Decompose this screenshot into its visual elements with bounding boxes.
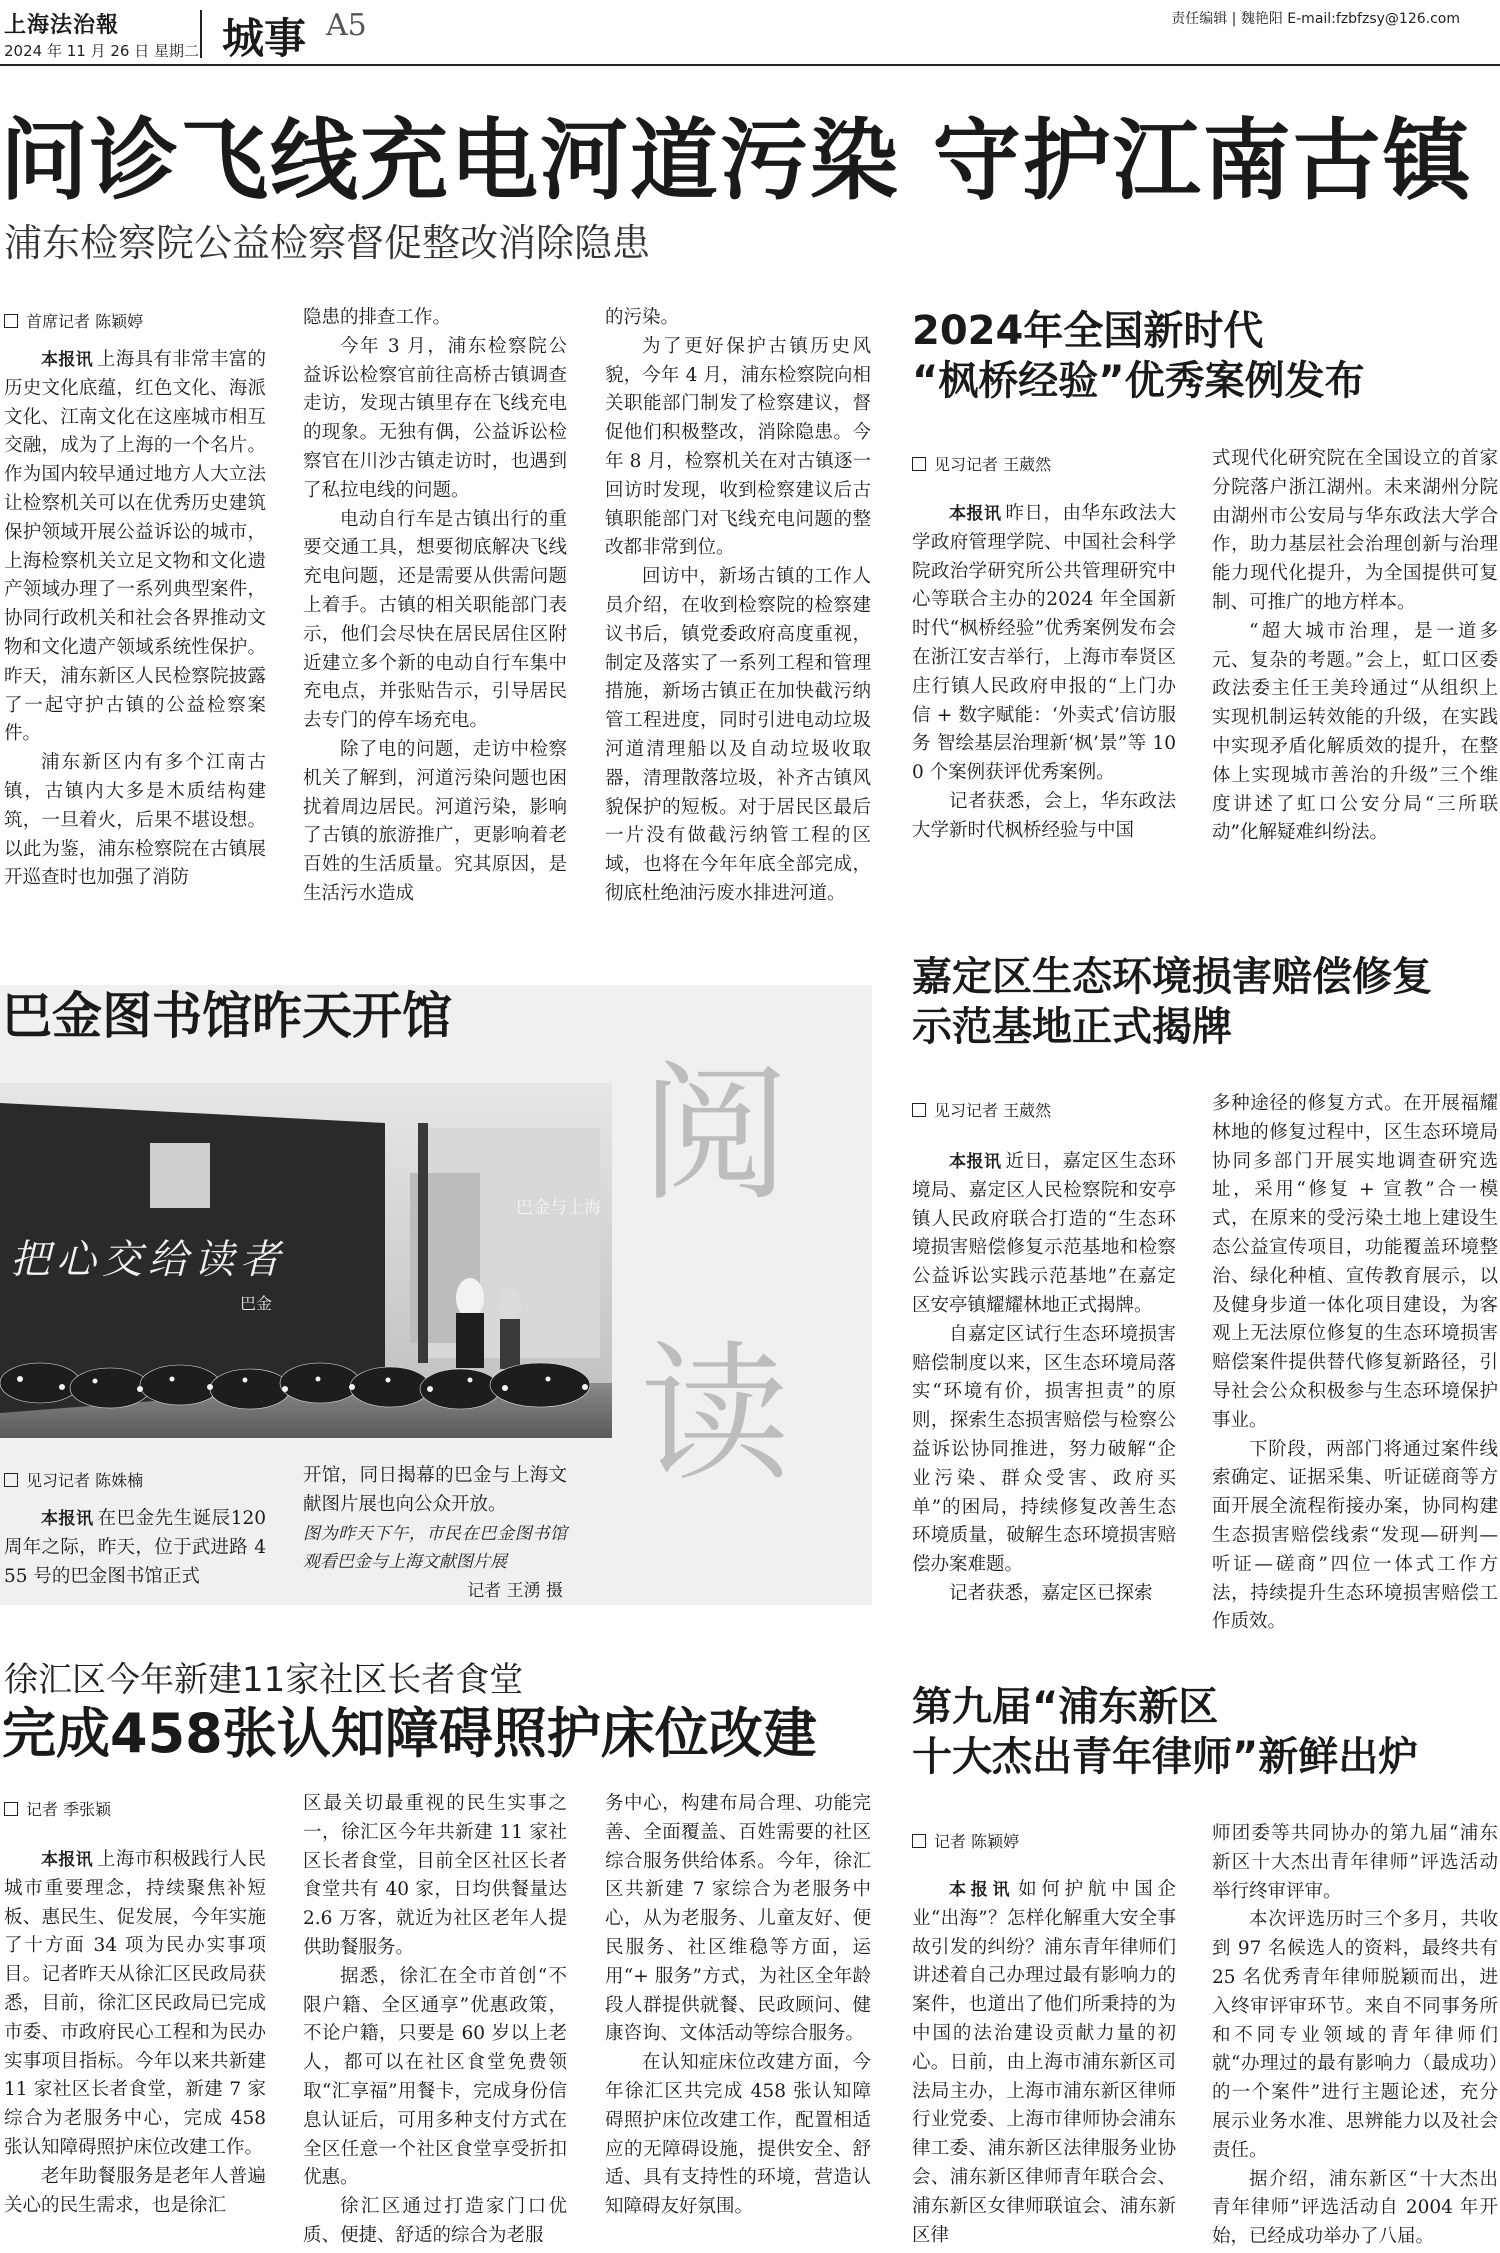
- xuhui-col-3: [605, 1790, 871, 2246]
- jiading-col1-p3: 记者获悉，嘉定区已探索: [949, 1582, 1153, 1604]
- section-name: 城事: [222, 14, 307, 63]
- masthead-logo: 上海法治報: [4, 12, 120, 38]
- fengqiao-headline-1: 2024年全国新时代: [912, 308, 1264, 354]
- jiading-col1-p2: 自嘉定区试行生态环境损害赔偿制度以来，区生态环境局落实“环境有价，损害担责”的原则，探索生态损害赔偿与检察公益诉讼协同推进，努力破解“企业污染、群众受害、政府买单”的困局，持续修复改善生态环境质量，破解生态环境损害赔偿办案难题。: [912, 1323, 1176, 1576]
- jiading-headline-2: 示范基地正式揭牌: [912, 1004, 1232, 1050]
- main-byline: [4, 309, 143, 332]
- lawyers-byline: [912, 1829, 1019, 1852]
- main-headline: 问诊飞线充电河道污染 守护江南古镇: [0, 109, 1473, 212]
- jiading-byline: [912, 1098, 1051, 1121]
- lead-tag: 本报讯: [41, 1850, 93, 1870]
- lead-tag: 本报讯: [41, 350, 93, 370]
- main-subhead: 浦东检察院公益检察督促整改消除隐患: [4, 221, 651, 265]
- main-byline-text: 首席记者 陈颖婷: [26, 312, 144, 331]
- xuhui-col1-p2: 老年助餐服务是老年人普遍关心的民生需求，也是徐汇: [4, 2165, 266, 2216]
- fengqiao-col-2: [1212, 445, 1498, 900]
- bajin-caption-text: 图为昨天下午，市民在巴金图书馆观看巴金与上海文献图片展: [303, 1523, 567, 1573]
- lawyers-headline-1: 第九届“浦东新区: [912, 1684, 1219, 1730]
- lawyers-byline-text: 记者 陈颖婷: [934, 1832, 1020, 1851]
- jiading-byline-text: 见习记者 王葳然: [934, 1101, 1052, 1120]
- xuhui-col2-p2: 据悉，徐汇在全市首创“不限户籍、全区通享”优惠政策，不论户籍，只要是 60 岁以上老人，都可以在社区食堂免费领取“汇享福”用餐卡，完成身份信息认证后，可用多种支付方式在全区任意一个社区食堂享受折扣优惠。: [303, 1965, 567, 2189]
- main-col3-p3: 回访中，新场古镇的工作人员介绍，在收到检察院的检察建议书后，镇党委政府高度重视，制定及落实了一系列工程和管理措施，新场古镇正在加快截污纳管工程进度，同时引进电动垃圾河道清理船以及自动垃圾收取器，清理散落垃圾，补齐古镇风貌保护的短板。对于居民区最后一片没有做截污纳管工程的区域，也将在今年年底全部完成，彻底杜绝油污废水排进河道。: [605, 566, 871, 904]
- decor-char-2: 读: [640, 1328, 791, 1502]
- byline-box-icon: [912, 1103, 926, 1117]
- jiading-col-1: [912, 1148, 1176, 1608]
- lead-tag: 本报讯: [41, 1509, 94, 1529]
- photo-wall-sign: 巴金: [240, 1294, 273, 1313]
- xuhui-col-2: [303, 1790, 567, 2246]
- issue-date: 2024 年 11 月 26 日 星期二: [4, 42, 199, 60]
- fengqiao-byline-text: 见习记者 王葳然: [934, 455, 1052, 474]
- main-col2-p2: 今年 3 月，浦东检察院公益诉讼检察官前往高桥古镇调查走访，发现古镇里存在飞线充电的现象。无独有偶，公益诉讼检察官在川沙古镇走访时，也遇到了私拉电线的问题。: [303, 335, 567, 501]
- lead-tag: 本报讯: [949, 1152, 1002, 1172]
- xuhui-col2-p3: 徐汇区通过打造家门口优质、便捷、舒适的综合为老服: [303, 2196, 567, 2246]
- xuhui-col3-p2: 在认知症床位改建方面，今年徐汇区共完成 458 张认知障碍照护床位改建工作，配置相适应的无障碍设施，提供安全、舒适、具有支持性的环境，营造认知障碍友好氛围。: [605, 2052, 871, 2218]
- jiading-col2-p2: 下阶段，两部门将通过案件线索确定、证据采集、听证磋商等方面开展全流程衔接办案，协同构建生态损害赔偿线索“发现—研判—听证—磋商”四位一体式工作方法，持续提升生态环境损害赔偿工作质效。: [1212, 1438, 1498, 1633]
- main-col-3: [605, 304, 871, 936]
- fengqiao-byline: [912, 452, 1051, 475]
- main-col2-p3: 电动自行车是古镇出行的重要交通工具，想要彻底解决飞线充电问题，还是需要从供需问题上着手。古镇的相关职能部门表示，他们会尽快在居民居住区附近建立多个新的电动自行车集中充电点，并张贴告示，引导居民去专门的停车场充电。: [303, 508, 567, 732]
- bajin-col2-text: 开馆，同日揭幕的巴金与上海文献图片展也向公众开放。: [303, 1465, 567, 1515]
- fengqiao-col2-p1: 式现代化研究院在全国设立的首家分院落户浙江湖州。未来湖州分院由湖州市公安局与华东政法大学合作，助力基层社会治理创新与治理能力现代化提升，为全国提供可复制、可推广的地方样本。: [1212, 448, 1498, 613]
- xuhui-col2-p1: 区最关切最重视的民生实事之一，徐汇区今年共新建 11 家社区长者食堂，目前全区社区长者食堂共有 40 家，日均供餐量达 2.6 万客，就近为社区老年人提供助餐服务。: [303, 1793, 567, 1958]
- lead-tag: 本报讯: [949, 1880, 1015, 1900]
- byline-box-icon: [4, 1473, 18, 1487]
- top-rule: [0, 64, 1500, 66]
- lawyers-col2-p1: 师团委等共同协办的第九届“浦东新区十大杰出青年律师”评选活动举行终审评审。: [1212, 1823, 1498, 1902]
- jiading-col2-p1: 多种途径的修复方式。在开展福耀林地的修复过程中，区生态环境局协同多部门开展实地调查研究选址，采用“修复 + 宣教”合一模式，在原来的受污染土地上建设生态公益宣传项目，功能覆盖环境整治、绿化种植、宣传教育展示，以及健身步道一体化项目建设，为客观上无法原位修复的生态环境损害赔偿案件提供替代修复新路径，引导社会公众积极参与生态环境保护事业。: [1212, 1093, 1498, 1431]
- xuhui-col-1: [4, 1846, 266, 2246]
- byline-box-icon: [4, 314, 18, 328]
- byline-box-icon: [912, 457, 926, 471]
- bajin-byline: [4, 1468, 143, 1491]
- main-col1-p2: 浦东新区内有多个江南古镇，古镇内大多是木质结构建筑，一旦着火，后果不堪设想。以此为鉴，浦东检察院在古镇展开巡查时也加强了消防: [4, 752, 266, 889]
- jiading-headline-1: 嘉定区生态环境损害赔偿修复: [912, 954, 1432, 1000]
- bajin-photo: [0, 1083, 612, 1438]
- bajin-col1-text: 在巴金先生诞辰120 周年之际，昨天，位于武进路 455 号的巴金图书馆正式: [4, 1508, 267, 1587]
- bajin-col-1: [4, 1505, 266, 1605]
- xuhui-col1-p1: 上海市积极践行人民城市重要理念，持续聚焦补短板、惠民生、促发展，今年实施了十方面 34 项为民办实事项目。记者昨天从徐汇区民政局获悉，目前，徐汇区民政局已完成市委、市政府民心工程和为民办实事项目指标。今年以来共新建 11 家社区长者食堂，新建 7 家综合为老服务中心，完成 458 张认知障碍照护床位改建工作。: [4, 1849, 266, 2158]
- byline-box-icon: [4, 1802, 18, 1816]
- byline-box-icon: [912, 1834, 926, 1848]
- editor-credit: 责任编辑 | 魏艳阳 E-mail:fzbfzsy@126.com: [1171, 11, 1460, 27]
- lead-tag: 本报讯: [949, 504, 1002, 524]
- lawyers-col1-p1: 如何护航中国企业“出海”？怎样化解重大安全事故引发的纠纷？浦东青年律师们讲述着自己办理过最有影响力的案件，也道出了他们所秉持的为中国的法治建设贡献力量的初心。日前，由上海市浦东新区司法局主办，上海市浦东新区律师行业党委、上海市律师协会浦东律工委、浦东新区法律服务业协会、浦东新区律师青年联合会、浦东新区女律师联谊会、浦东新区律: [912, 1879, 1176, 2246]
- xuhui-byline-text: 记者 季张颖: [26, 1800, 112, 1819]
- lawyers-col-1: [912, 1876, 1176, 2246]
- fengqiao-col-1: [912, 500, 1176, 900]
- bajin-caption: [303, 1520, 567, 1606]
- main-col3-p1: 的污染。: [605, 307, 680, 328]
- photo-room-sign: 巴金与上海: [516, 1198, 601, 1218]
- page-number: A5: [326, 8, 367, 43]
- bajin-col-2: [303, 1462, 567, 1602]
- main-col3-p2: 为了更好保护古镇历史风貌，今年 4 月，浦东检察院向相关职能部门制发了检察建议，督促他们积极整改，消除隐患。今年 8 月，检察机关在对古镇逐一回访时发现，收到检察建议后古镇职能部门对飞线充电问题的整改都非常到位。: [605, 335, 871, 559]
- xuhui-col3-p1: 务中心，构建布局合理、功能完善、全面覆盖、百姓需要的社区综合服务供给体系。今年，徐汇区共新建 7 家综合为老服务中心，从为老服务、儿童友好、便民服务、社区维稳等方面，运用“+ 服务”方式，为社区全年龄段人群提供就餐、民政顾问、健康咨询、文体活动等综合服务。: [605, 1793, 871, 2045]
- lawyers-col2-p3: 据介绍，浦东新区“十大杰出青年律师”评选活动自 2004 年开始，已经成功举办了八届。: [1212, 2168, 1498, 2248]
- jiading-col-2: [1212, 1090, 1498, 1633]
- main-col-2: [303, 304, 567, 936]
- xuhui-headline: 完成458张认知障碍照护床位改建: [2, 1702, 817, 1765]
- main-col2-p1: 隐患的排查工作。: [303, 307, 452, 328]
- main-col2-p4: 除了电的问题，走访中检察机关了解到，河道污染问题也困扰着周边居民。河道污染，影响了古镇的旅游推广，更影响着老百姓的生活质量。究其原因，是生活污水造成: [303, 738, 567, 904]
- decor-char-1: 阅: [640, 1048, 791, 1222]
- bajin-byline-text: 见习记者 陈姝楠: [26, 1471, 144, 1490]
- fengqiao-col1-p2: 记者获悉，会上，华东政法大学新时代枫桥经验与中国: [912, 790, 1176, 841]
- masthead-divider: [200, 10, 202, 58]
- lawyers-col-2: [1212, 1820, 1498, 2246]
- main-col-1: [4, 346, 266, 936]
- lawyers-headline-2: 十大杰出青年律师”新鲜出炉: [912, 1734, 1419, 1780]
- bajin-photo-credit: 记者 王湧 摄: [467, 1581, 563, 1602]
- fengqiao-col2-p2: “超大城市治理，是一道多元、复杂的考题。”会上，虹口区委政法委主任王美玲通过“从组织上实现机制运转效能的升级，在实践中实现矛盾化解质效的提升，在整体上实现城市善治的升级”三个维度讲述了虹口公安分局“三所联动”化解疑难纠纷法。: [1212, 620, 1498, 844]
- xuhui-byline: [4, 1797, 111, 1820]
- bajin-headline: 巴金图书馆昨天开馆: [2, 987, 452, 1045]
- lawyers-col2-p2: 本次评选历时三个多月，共收到 97 名候选人的资料，最终共有 25 名优秀青年律师脱颖而出，进入终审评审环节。来自不同事务所和不同专业领域的青年律师们就“办理过的最有影响力（最成功）的一个案件”进行主题论述，充分展示业务水准、思辨能力以及社会责任。: [1212, 1909, 1498, 2161]
- fengqiao-headline-2: “枫桥经验”优秀案例发布: [912, 358, 1365, 404]
- jiading-col1-p1: 近日，嘉定区生态环境局、嘉定区人民检察院和安亭镇人民政府联合打造的“生态环境损害赔偿修复示范基地和检察公益诉讼实践示范基地”在嘉定区安亭镇耀耀林地正式揭牌。: [912, 1151, 1176, 1316]
- fengqiao-col1-p1: 昨日，由华东政法大学政府管理学院、中国社会科学院政治学研究所公共管理研究中心等联合主办的2024 年全国新时代“枫桥经验”优秀案例发布会在浙江安吉举行，上海市奉贤区庄行镇人民政府申报的“上门办信 + 数字赋能：‘外卖式’信访服务 智绘基层治理新‘枫’景”等 100 个案例获评优秀案例。: [912, 503, 1176, 784]
- photo-wall-text: 把心交给读者: [10, 1237, 286, 1283]
- xuhui-kicker: 徐汇区今年新建11家社区长者食堂: [4, 1660, 524, 1700]
- main-col1-p1: 上海具有非常丰富的历史文化底蕴，红色文化、海派文化、江南文化在这座城市相互交融，成为了上海的一个名片。作为国内较早通过地方人大立法让检察机关可以在优秀历史建筑保护领域开展公益诉讼的城市，上海检察机关立足文物和文化遗产领域办理了一系列典型案件，协同行政机关和社会各界推动文物和文化遗产领域系统性保护。昨天，浦东新区人民检察院披露了一起守护古镇的公益检察案件。: [4, 349, 266, 745]
